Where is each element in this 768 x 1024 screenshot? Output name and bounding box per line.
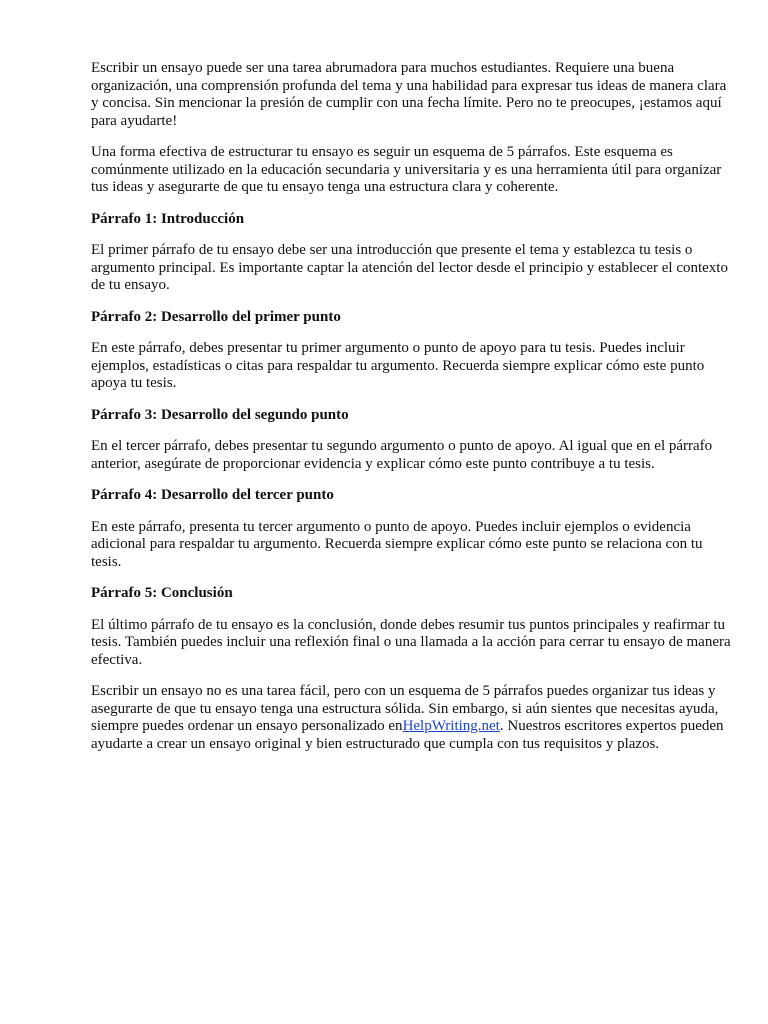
section-body-3: En el tercer párrafo, debes presentar tu segundo argumento o punto de apoyo. Al igual que en el párrafo anterior, asegúrate de proporcionar evidencia y explicar cómo este punto contribuye a tu tesis. [91, 438, 713, 472]
helpwriting-link[interactable]: HelpWriting.net [402, 718, 500, 734]
section-heading-5: Párrafo 5: Conclusión [91, 585, 233, 601]
section-body-2: En este párrafo, debes presentar tu primer argumento o punto de apoyo para tu tesis. Puedes incluir ejemplos, estadísticas o citas para respaldar tu argumento. Recuerda siempre explicar cómo este punto apoya tu tesis. [91, 340, 705, 391]
section-body-1: El primer párrafo de tu ensayo debe ser una introducción que presente el tema y establezca tu tesis o argumento principal. Es importante captar la atención del lector desde el principio y establecer el contexto de tu ensayo. [91, 242, 728, 293]
document-page [91, 60, 731, 767]
section-heading-2: Párrafo 2: Desarrollo del primer punto [91, 308, 341, 325]
intro-paragraph-2: Una forma efectiva de estructurar tu ensayo es seguir un esquema de 5 párrafos. Este esquema es comúnmente utilizado en la educación secundaria y universitaria y es una herramienta útil para organizar tus ideas y asegurarte de que tu ensayo tenga una estructura clara y coherente. [91, 144, 722, 195]
section-heading-3: Párrafo 3: Desarrollo del segundo punto [91, 406, 349, 423]
intro-paragraph-1: Escribir un ensayo puede ser una tarea abrumadora para muchos estudiantes. Requiere una buena organización, una comprensión profunda del tema y una habilidad para expresar tus ideas de manera clara y concisa. Sin mencionar la presión de cumplir con una fecha límite. Pero no te preocupes, ¡estamos aquí para ayudarte! [91, 60, 727, 129]
section-body-5: El último párrafo de tu ensayo es la conclusión, donde debes resumir tus puntos principales y reafirmar tu tesis. También puedes incluir una reflexión final o una llamada a la acción para cerrar tu ensayo de manera efectiva. [91, 616, 731, 668]
section-heading-1: Párrafo 1: Introducción [91, 210, 245, 227]
closing-paragraph [91, 683, 731, 753]
closing-text-before-link: Escribir un ensayo no es una tarea fácil, pero con un esquema de 5 párrafos puedes organizar tus ideas y asegurarte de que tu ensayo tenga una estructura sólida. Sin embargo, si aún sientes que necesitas ayuda, siempre puedes ordenar un ensayo personalizado en [91, 683, 719, 734]
closing-text-after-link: . Nuestros escritores expertos pueden ayudarte a crear un ensayo original y bien estructurado que cumpla con tus requisitos y plazos. [91, 718, 724, 752]
section-heading-4: Párrafo 4: Desarrollo del tercer punto [91, 487, 334, 503]
section-body-4: En este párrafo, presenta tu tercer argumento o punto de apoyo. Puedes incluir ejemplos o evidencia adicional para respaldar tu argumento. Recuerda siempre explicar cómo este punto se relaciona con tu tesis. [91, 518, 703, 570]
